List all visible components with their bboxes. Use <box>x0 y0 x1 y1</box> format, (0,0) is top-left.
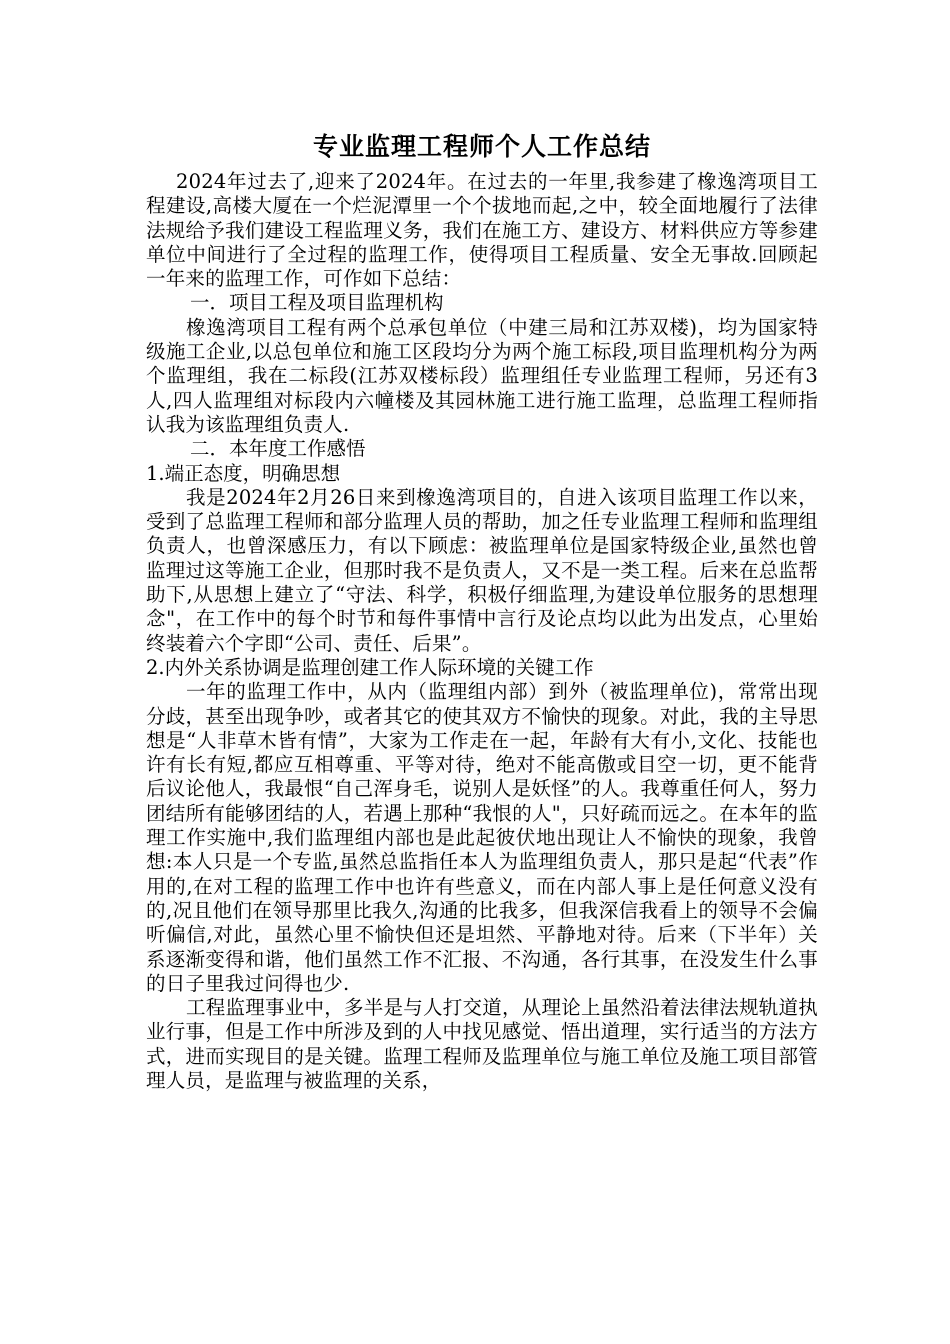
subsection-heading-2: 2.内外关系协调是监理创建工作人际环境的关键工作 <box>146 655 594 679</box>
intro-paragraph: 2024年过去了,迎来了2024年。在过去的一年里,我参建了橡逸湾项目工程建设,高楼大厦在一个烂泥潭里一个个拔地而起,之中，较全面地履行了法律法规给予我们建设工程监理义务，我们在施工方、建设方、材料供应方等参建单位中间进行了全过程的监理工作，使得项目工程质量、安全无事故.回顾起一年来的监理工作，可作如下总结： <box>146 170 818 291</box>
document-page <box>146 130 818 1093</box>
subsection-2-paragraph-2: 工程监理事业中，多半是与人打交道，从理论上虽然沿着法律法规轨道执业行事，但是工作中所涉及到的人中找见感觉、悟出道理，实行适当的方法方式，进而实现目的是关键。监理工程师及监理单位与施工单位及施工项目部管理人员，是监理与被监理的关系， <box>146 996 818 1092</box>
section-heading-1: 一．项目工程及项目监理机构 <box>190 291 444 315</box>
subsection-heading-1: 1.端正态度，明确思想 <box>146 461 341 485</box>
subsection-1-paragraph: 我是2024年2月26日来到橡逸湾项目的，自进入该项目监理工作以来，受到了总监理工程师和部分监理人员的帮助，加之任专业监理工程师和监理组负责人，也曾深感压力，有以下顾虑：被监理单位是国家特级企业,虽然也曾监理过这等施工企业，但那时我不是负责人，又不是一类工程。后来在总监帮助下,从思想上建立了“守法、科学，积极仔细监理,为建设单位服务的思想理念"，在工作中的每个时节和每件事情中言行及论点均以此为出发点，心里始终装着六个字即“公司、责任、后果”。 <box>146 485 818 655</box>
subsection-2-paragraph-1: 一年的监理工作中，从内（监理组内部）到外（被监理单位)，常常出现分歧，甚至出现争吵，或者其它的使其双方不愉快的现象。对此，我的主导思想是“人非草木皆有情”，大家为工作走在一起，年龄有大有小,文化、技能也许有长有短,都应互相尊重、平等对待，绝对不能高傲或目空一切，更不能背后议论他人，我最恨“自己浑身毛，说别人是妖怪”的人。我尊重任何人，努力团结所有能够团结的人，若遇上那种“我恨的人"，只好疏而远之。在本年的监理工作实施中,我们监理组内部也是此起彼伏地出现让人不愉快的现象，我曾想:本人只是一个专监,虽然总监指任本人为监理组负责人，那只是起“代表”作用的,在对工程的监理工作中也许有些意义，而在内部人事上是任何意义没有的,况且他们在领导那里比我久,沟通的比我多，但我深信我看上的领导不会偏听偏信,对此，虽然心里不愉快但还是坦然、平静地对待。后来（下半年）关系逐渐变得和谐，他们虽然工作不汇报、不沟通，各行其事，在没发生什么事的日子里我过问得也少. <box>146 680 818 995</box>
document-title: 专业监理工程师个人工作总结 <box>312 132 651 161</box>
section-heading-2: 二．本年度工作感悟 <box>190 437 366 461</box>
section-1-paragraph: 橡逸湾项目工程有两个总承包单位（中建三局和江苏双楼)，均为国家特级施工企业,以总包单位和施工区段均分为两个施工标段,项目监理机构分为两个监理组，我在二标段(江苏双楼标段）监理组任专业监理工程师，另还有3人,四人监理组对标段内六幢楼及其园林施工进行施工监理，总监理工程师指认我为该监理组负责人. <box>146 315 818 436</box>
